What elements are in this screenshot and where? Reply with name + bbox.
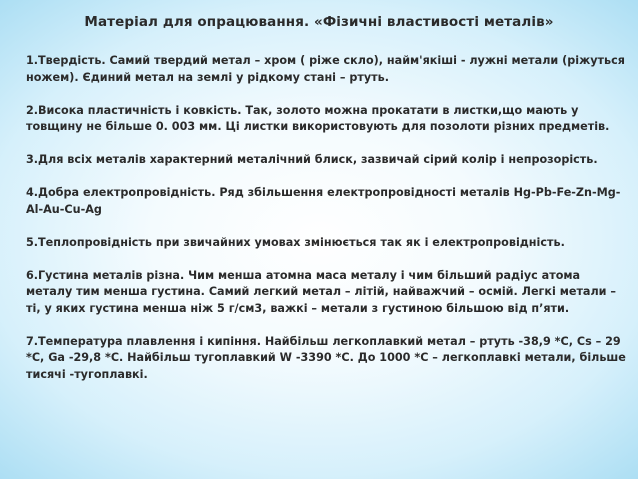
paragraph-density: 6.Густина металів різна. Чим менша атомна маса металу і чим більший радіус атома металу тим менша густина. Самий легкий метал – літій, найважчий – осмій. Легкі метали – ті, у яких густина менша ніж 5 г/см3, важкі – метали з густиною більшою від п’яти.	[26, 268, 616, 315]
paragraph-thermal-conductivity: 5.Теплопровідність при звичайних умовах змінюється так як і електропровідність.	[26, 235, 565, 249]
paragraph-hardness: 1.Твердість. Самий твердий метал – хром ( ріже скло), найм'якіші - лужні метали (ріжуться ножем). Єдиний метал на землі у рідкому стані – ртуть.	[26, 54, 625, 84]
slide-title: Матеріал для опрацювання. «Фізичні властивості металів»	[84, 14, 554, 30]
paragraph-electrical-conductivity: 4.Добра електропровідність. Ряд збільшення електропровідності металів Hg-Pb-Fe-Zn-Mg-Al-Au-Cu-Ag	[26, 186, 621, 216]
paragraph-plasticity: 2.Висока пластичність і ковкість. Так, золото можна прокатати в листки,що мають у товщину не більше 0. 003 мм. Ці листки використовують для позолоти різних предметів.	[26, 103, 610, 133]
paragraph-melting-boiling: 7.Температура плавлення і кипіння. Найбільш легкоплавкий метал – ртуть -38,9 *С, Cs – 29 *C, Ga -29,8 *C. Найбільш тугоплавкий W -3390 *C. До 1000 *C – легкоплавкі метали, більше тисячі -тугоплавкі.	[26, 334, 626, 381]
slide-body	[26, 53, 626, 400]
paragraph-luster: 3.Для всіх металів характерний металічний блиск, зазвичай сірий колір і непрозорість.	[26, 153, 598, 166]
